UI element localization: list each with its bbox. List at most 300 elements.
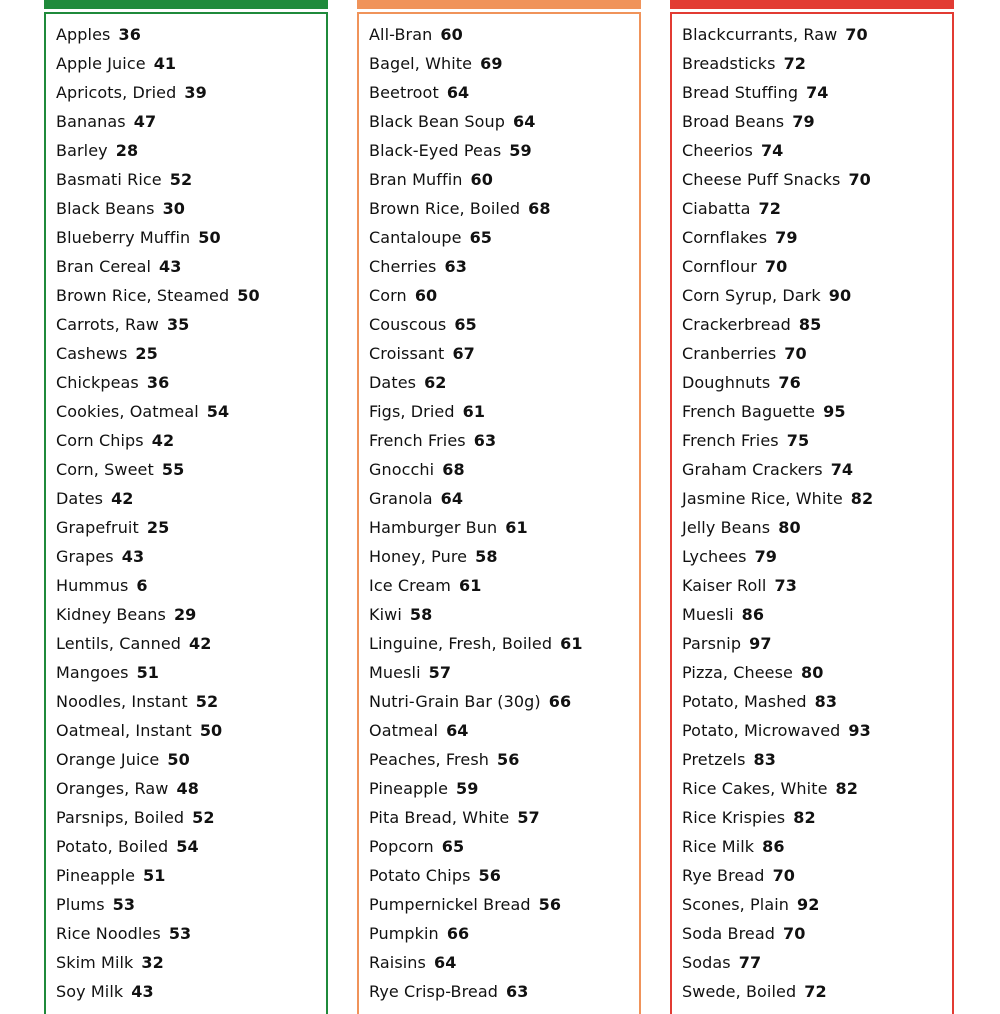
food-name: Couscous	[369, 315, 447, 334]
food-name: Graham Crackers	[682, 460, 823, 479]
food-item	[369, 951, 583, 980]
food-name: Bread Stuffing	[682, 83, 799, 102]
food-name: Croissant	[369, 344, 445, 363]
food-name: Soda Bread	[682, 924, 775, 943]
food-name: Kiwi	[369, 605, 402, 624]
low-gi-food-list	[56, 23, 260, 1009]
glycemic-index-value: 25	[146, 518, 170, 537]
food-name: Soy Milk	[56, 982, 124, 1001]
glycemic-index-value: 70	[848, 170, 871, 189]
food-item	[682, 690, 873, 719]
glycemic-index-value: 57	[428, 663, 452, 682]
food-name: Hummus	[56, 576, 129, 595]
food-item	[369, 458, 583, 487]
food-name: Cashews	[56, 344, 128, 363]
food-item	[369, 980, 583, 1009]
food-name: Cantaloupe	[369, 228, 462, 247]
high-gi-column	[670, 0, 954, 1000]
food-name: Rice Milk	[682, 837, 755, 856]
food-name: French Fries	[682, 431, 779, 450]
food-item	[56, 313, 260, 342]
food-name: Potato Chips	[369, 866, 471, 885]
glycemic-index-value: 30	[162, 199, 186, 218]
glycemic-index-value: 50	[199, 721, 223, 740]
food-item	[56, 806, 260, 835]
medium-gi-column	[357, 0, 641, 1000]
food-item	[56, 139, 260, 168]
food-name: Pizza, Cheese	[682, 663, 793, 682]
food-item	[682, 835, 873, 864]
food-name: Cornflour	[682, 257, 757, 276]
glycemic-index-value: 64	[512, 112, 536, 131]
glycemic-index-value: 74	[830, 460, 854, 479]
glycemic-index-value: 72	[804, 982, 827, 1001]
glycemic-index-value: 58	[409, 605, 433, 624]
food-name: Bananas	[56, 112, 126, 131]
food-item	[682, 864, 873, 893]
glycemic-index-value: 72	[783, 54, 807, 73]
glycemic-index-value: 64	[433, 953, 457, 972]
food-name: Plums	[56, 895, 105, 914]
food-name: Pretzels	[682, 750, 746, 769]
food-item	[56, 197, 260, 226]
food-name: Potato, Microwaved	[682, 721, 841, 740]
glycemic-index-value: 28	[115, 141, 139, 160]
glycemic-index-value: 82	[835, 779, 859, 798]
food-name: Potato, Mashed	[682, 692, 807, 711]
glycemic-index-value: 58	[475, 547, 498, 566]
food-item	[369, 574, 583, 603]
food-name: All-Bran	[369, 25, 433, 44]
glycemic-index-value: 70	[764, 257, 788, 276]
glycemic-index-value: 65	[469, 228, 493, 247]
glycemic-index-value: 68	[442, 460, 465, 479]
glycemic-index-value: 97	[749, 634, 772, 653]
food-item	[369, 371, 583, 400]
glycemic-index-value: 63	[506, 982, 529, 1001]
food-name: Kidney Beans	[56, 605, 166, 624]
food-item	[56, 951, 260, 980]
food-item	[369, 313, 583, 342]
food-item	[682, 139, 873, 168]
glycemic-index-value: 59	[509, 141, 532, 160]
food-name: Doughnuts	[682, 373, 771, 392]
glycemic-index-value: 93	[848, 721, 871, 740]
food-item	[56, 661, 260, 690]
food-item	[682, 400, 873, 429]
glycemic-index-value: 50	[198, 228, 221, 247]
food-name: Pumpernickel Bread	[369, 895, 531, 914]
glycemic-index-value: 36	[146, 373, 170, 392]
glycemic-index-value: 92	[797, 895, 820, 914]
food-name: Noodles, Instant	[56, 692, 188, 711]
glycemic-index-value: 86	[741, 605, 765, 624]
low-gi-column	[44, 0, 328, 1000]
food-item	[369, 719, 583, 748]
food-name: Pumpkin	[369, 924, 439, 943]
glycemic-index-value: 61	[458, 576, 482, 595]
food-item	[682, 284, 873, 313]
food-item	[56, 545, 260, 574]
glycemic-index-value: 50	[237, 286, 260, 305]
glycemic-index-value: 82	[850, 489, 874, 508]
food-item	[369, 835, 583, 864]
food-item	[369, 777, 583, 806]
glycemic-index-value: 48	[176, 779, 199, 798]
food-name: Orange Juice	[56, 750, 160, 769]
glycemic-index-value: 80	[778, 518, 801, 537]
food-name: Black-Eyed Peas	[369, 141, 502, 160]
glycemic-index-value: 85	[798, 315, 822, 334]
glycemic-index-value: 83	[753, 750, 777, 769]
glycemic-index-value: 43	[159, 257, 182, 276]
food-item	[682, 458, 873, 487]
food-item	[369, 429, 583, 458]
food-item	[682, 777, 873, 806]
glycemic-index-value: 42	[189, 634, 212, 653]
food-item	[369, 226, 583, 255]
low-gi-list-box	[44, 12, 328, 1014]
food-name: Breadsticks	[682, 54, 776, 73]
food-item	[56, 342, 260, 371]
food-item	[682, 255, 873, 284]
glycemic-index-value: 83	[814, 692, 838, 711]
food-name: Lychees	[682, 547, 747, 566]
glycemic-index-value: 79	[792, 112, 815, 131]
glycemic-index-value: 43	[121, 547, 145, 566]
glycemic-index-value: 79	[775, 228, 798, 247]
food-name: Broad Beans	[682, 112, 785, 131]
food-name: Apple Juice	[56, 54, 146, 73]
food-item	[56, 516, 260, 545]
food-name: Jelly Beans	[682, 518, 771, 537]
glycemic-index-value: 51	[136, 663, 160, 682]
glycemic-index-value: 79	[754, 547, 778, 566]
food-item	[56, 81, 260, 110]
glycemic-index-value: 64	[446, 721, 469, 740]
food-name: Figs, Dried	[369, 402, 455, 421]
food-name: Apples	[56, 25, 111, 44]
food-name: Hamburger Bun	[369, 518, 498, 537]
food-name: Rice Krispies	[682, 808, 786, 827]
food-item	[56, 748, 260, 777]
glycemic-index-value: 39	[184, 83, 207, 102]
food-name: Pineapple	[56, 866, 136, 885]
glycemic-index-value: 61	[505, 518, 528, 537]
food-item	[369, 52, 583, 81]
glycemic-index-value: 95	[823, 402, 846, 421]
glycemic-index-value: 60	[470, 170, 493, 189]
food-item	[56, 835, 260, 864]
glycemic-index-value: 86	[762, 837, 785, 856]
food-name: Lentils, Canned	[56, 634, 182, 653]
glycemic-index-value: 69	[480, 54, 503, 73]
food-name: Bagel, White	[369, 54, 473, 73]
food-item	[682, 226, 873, 255]
glycemic-index-value: 47	[133, 112, 157, 131]
glycemic-index-value: 62	[424, 373, 447, 392]
food-item	[369, 487, 583, 516]
food-name: Dates	[369, 373, 417, 392]
food-name: Jasmine Rice, White	[682, 489, 843, 508]
food-name: Grapefruit	[56, 518, 139, 537]
low-gi-header-bar	[44, 0, 328, 9]
food-name: Brown Rice, Steamed	[56, 286, 230, 305]
food-name: Granola	[369, 489, 433, 508]
food-name: Oranges, Raw	[56, 779, 169, 798]
food-name: French Fries	[369, 431, 466, 450]
glycemic-index-value: 6	[136, 576, 148, 595]
food-name: Popcorn	[369, 837, 434, 856]
food-item	[56, 922, 260, 951]
glycemic-index-value: 54	[206, 402, 230, 421]
food-name: Scones, Plain	[682, 895, 790, 914]
glycemic-index-value: 54	[176, 837, 199, 856]
glycemic-index-value: 80	[801, 663, 824, 682]
food-item	[56, 893, 260, 922]
food-item	[682, 632, 873, 661]
food-item	[56, 371, 260, 400]
food-name: Pita Bread, White	[369, 808, 510, 827]
food-item	[369, 81, 583, 110]
food-item	[56, 226, 260, 255]
food-item	[682, 371, 873, 400]
food-item	[682, 168, 873, 197]
food-name: Rye Bread	[682, 866, 765, 885]
food-item	[369, 168, 583, 197]
glycemic-index-value: 76	[778, 373, 801, 392]
food-item	[682, 342, 873, 371]
food-item	[56, 458, 260, 487]
glycemic-index-value: 60	[414, 286, 438, 305]
food-name: Oatmeal, Instant	[56, 721, 192, 740]
food-item	[682, 52, 873, 81]
food-name: Corn Chips	[56, 431, 144, 450]
food-item	[369, 516, 583, 545]
food-item	[682, 110, 873, 139]
food-name: Mangoes	[56, 663, 129, 682]
food-name: Swede, Boiled	[682, 982, 797, 1001]
food-item	[682, 748, 873, 777]
food-name: Apricots, Dried	[56, 83, 177, 102]
food-name: Dates	[56, 489, 104, 508]
food-item	[682, 429, 873, 458]
food-item	[56, 400, 260, 429]
food-name: Parsnips, Boiled	[56, 808, 185, 827]
food-item	[56, 487, 260, 516]
glycemic-index-value: 64	[446, 83, 470, 102]
food-item	[682, 313, 873, 342]
food-name: Grapes	[56, 547, 114, 566]
food-name: Chickpeas	[56, 373, 139, 392]
glycemic-index-value: 73	[774, 576, 797, 595]
food-name: Raisins	[369, 953, 426, 972]
food-name: Nutri-Grain Bar (30g)	[369, 692, 541, 711]
glycemic-index-value: 52	[192, 808, 215, 827]
food-name: Beetroot	[369, 83, 439, 102]
food-name: Skim Milk	[56, 953, 134, 972]
glycemic-index-value: 70	[783, 924, 806, 943]
glycemic-index-value: 90	[828, 286, 852, 305]
food-item	[369, 632, 583, 661]
food-name: Ice Cream	[369, 576, 451, 595]
glycemic-index-value: 74	[760, 141, 784, 160]
glycemic-index-value: 60	[440, 25, 463, 44]
glycemic-index-value: 50	[167, 750, 190, 769]
medium-gi-header-bar	[357, 0, 641, 9]
glycemic-index-value: 65	[454, 315, 477, 334]
food-name: Corn Syrup, Dark	[682, 286, 821, 305]
food-item	[682, 545, 873, 574]
glycemic-index-value: 61	[560, 634, 583, 653]
food-item	[682, 574, 873, 603]
food-item	[369, 110, 583, 139]
food-name: Barley	[56, 141, 108, 160]
food-name: Pineapple	[369, 779, 449, 798]
food-name: Brown Rice, Boiled	[369, 199, 521, 218]
glycemic-index-value: 43	[131, 982, 154, 1001]
food-item	[682, 487, 873, 516]
food-item	[369, 139, 583, 168]
food-name: Cranberries	[682, 344, 777, 363]
glycemic-index-value: 75	[786, 431, 810, 450]
food-name: Crackerbread	[682, 315, 791, 334]
food-item	[682, 516, 873, 545]
food-item	[369, 922, 583, 951]
glycemic-index-value: 57	[517, 808, 540, 827]
glycemic-index-value: 42	[151, 431, 175, 450]
high-gi-food-list	[682, 23, 873, 1009]
food-item	[56, 429, 260, 458]
food-item	[369, 545, 583, 574]
food-name: Muesli	[682, 605, 734, 624]
food-item	[56, 603, 260, 632]
glycemic-index-value: 51	[143, 866, 166, 885]
food-name: Sodas	[682, 953, 731, 972]
food-item	[56, 632, 260, 661]
food-item	[56, 574, 260, 603]
glycemic-index-value: 32	[141, 953, 164, 972]
glycemic-index-value: 41	[153, 54, 177, 73]
glycemic-index-value: 67	[452, 344, 475, 363]
food-name: Cookies, Oatmeal	[56, 402, 199, 421]
food-item	[56, 980, 260, 1009]
food-item	[56, 110, 260, 139]
glycemic-index-value: 77	[738, 953, 762, 972]
food-name: Rice Cakes, White	[682, 779, 828, 798]
food-item	[682, 661, 873, 690]
food-item	[369, 806, 583, 835]
glycemic-index-value: 63	[444, 257, 467, 276]
food-item	[369, 197, 583, 226]
glycemic-index-value: 70	[784, 344, 807, 363]
food-item	[56, 52, 260, 81]
food-name: Black Bean Soup	[369, 112, 505, 131]
food-item	[369, 893, 583, 922]
glycemic-index-value: 35	[166, 315, 190, 334]
glycemic-index-value: 66	[446, 924, 470, 943]
glycemic-index-value: 61	[462, 402, 486, 421]
food-name: Honey, Pure	[369, 547, 468, 566]
food-name: Potato, Boiled	[56, 837, 169, 856]
food-name: Cheerios	[682, 141, 753, 160]
glycemic-index-value: 56	[538, 895, 562, 914]
food-item	[369, 748, 583, 777]
food-item	[682, 893, 873, 922]
medium-gi-list-box	[357, 12, 641, 1014]
food-item	[369, 690, 583, 719]
glycemic-index-value: 82	[793, 808, 816, 827]
food-name: Muesli	[369, 663, 421, 682]
food-name: Black Beans	[56, 199, 155, 218]
food-name: Parsnip	[682, 634, 742, 653]
food-item	[56, 23, 260, 52]
food-item	[56, 864, 260, 893]
food-item	[56, 168, 260, 197]
food-item	[369, 400, 583, 429]
glycemic-index-value: 52	[195, 692, 219, 711]
glycemic-index-value: 66	[548, 692, 572, 711]
food-name: Bran Cereal	[56, 257, 152, 276]
food-name: Oatmeal	[369, 721, 439, 740]
food-item	[56, 719, 260, 748]
glycemic-index-value: 59	[456, 779, 479, 798]
food-name: Cherries	[369, 257, 437, 276]
glycemic-index-value: 29	[173, 605, 197, 624]
food-item	[369, 284, 583, 313]
glycemic-index-value: 42	[111, 489, 134, 508]
food-item	[682, 81, 873, 110]
food-item	[369, 255, 583, 284]
food-item	[682, 951, 873, 980]
glycemic-index-value: 64	[440, 489, 464, 508]
food-name: Cheese Puff Snacks	[682, 170, 841, 189]
food-name: Bran Muffin	[369, 170, 463, 189]
food-name: French Baguette	[682, 402, 816, 421]
glycemic-index-value: 52	[169, 170, 193, 189]
glycemic-index-value: 53	[112, 895, 136, 914]
food-item	[56, 284, 260, 313]
glycemic-index-value: 72	[758, 199, 782, 218]
glycemic-index-value: 25	[135, 344, 158, 363]
food-name: Blackcurrants, Raw	[682, 25, 838, 44]
glycemic-index-value: 55	[161, 460, 185, 479]
glycemic-index-value: 56	[478, 866, 502, 885]
food-item	[369, 661, 583, 690]
food-name: Ciabatta	[682, 199, 751, 218]
food-item	[682, 922, 873, 951]
high-gi-list-box	[670, 12, 954, 1014]
food-name: Corn, Sweet	[56, 460, 154, 479]
glycemic-index-value: 36	[118, 25, 141, 44]
food-item	[682, 23, 873, 52]
food-item	[682, 197, 873, 226]
glycemic-index-value: 65	[441, 837, 465, 856]
food-name: Rice Noodles	[56, 924, 161, 943]
food-item	[56, 690, 260, 719]
glycemic-index-value: 63	[473, 431, 497, 450]
food-item	[369, 864, 583, 893]
food-item	[682, 980, 873, 1009]
glycemic-index-value: 56	[497, 750, 520, 769]
food-name: Cornflakes	[682, 228, 768, 247]
glycemic-index-value: 70	[845, 25, 868, 44]
food-name: Peaches, Fresh	[369, 750, 490, 769]
glycemic-index-value: 70	[772, 866, 796, 885]
food-name: Rye Crisp-Bread	[369, 982, 499, 1001]
food-name: Corn	[369, 286, 407, 305]
food-item	[682, 806, 873, 835]
